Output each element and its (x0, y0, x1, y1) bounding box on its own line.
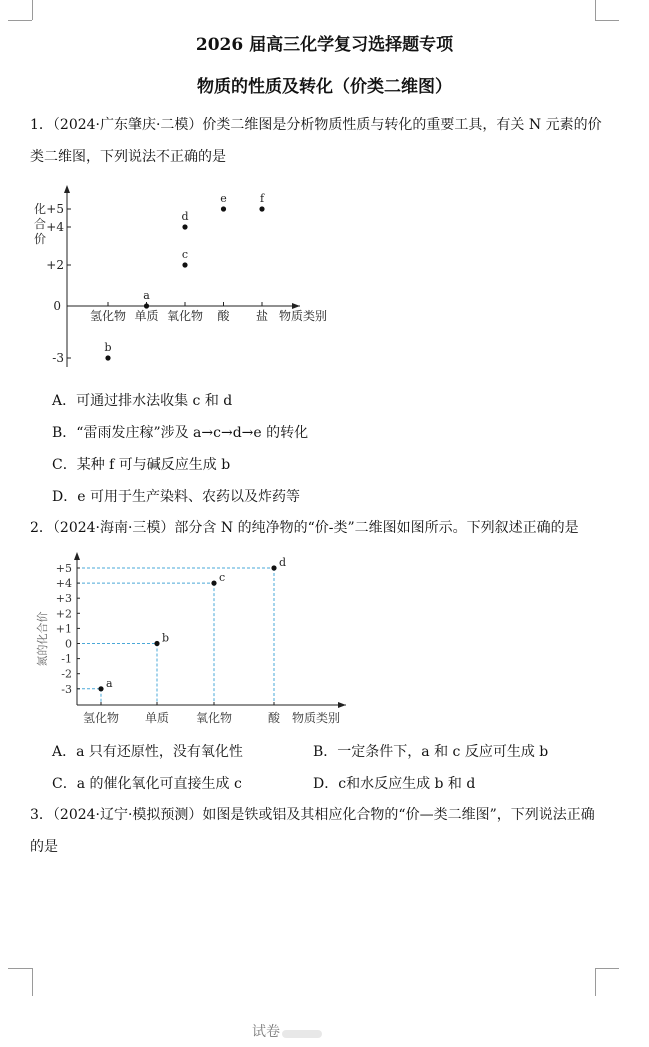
y-tick-label: +4 (46, 220, 64, 234)
q1-option-b: B．“雷雨发庄稼”涉及 a→c→d→e 的转化 (52, 425, 309, 441)
y-tick-label: -3 (52, 351, 64, 365)
page-title: 2026 届高三化学复习选择题专项 (195, 35, 454, 55)
x-tick-label: 酸 (267, 711, 281, 725)
page-subtitle: 物质的性质及转化（价类二维图） (197, 77, 452, 97)
x-axis-label: 物质类别 (291, 711, 341, 725)
crop-mark (8, 20, 32, 21)
x-tick-label: 单质 (144, 711, 170, 725)
crop-mark (595, 20, 619, 21)
y-axis-label-char: 化 (33, 202, 47, 216)
data-point-a (98, 686, 103, 691)
y-tick-label: +2 (55, 607, 72, 621)
crop-mark (595, 968, 619, 969)
y-axis-label-char: 合 (33, 217, 47, 231)
footer-text: 试卷 (252, 1024, 280, 1040)
data-label-f: f (259, 192, 265, 205)
data-label-d: d (279, 556, 287, 569)
q1-stem-line1: 1．（2024·广东肇庆·二模）价类二维图是分析物质性质与转化的重要工具，有关 N 元素的价 (30, 117, 602, 133)
data-label-d: d (181, 210, 189, 223)
data-label-c: c (181, 248, 189, 261)
data-label-c: c (219, 571, 226, 585)
q2-option-b: B．一定条件下，a 和 c 反应可生成 b (313, 744, 549, 760)
x-tick-label: 氢化物 (82, 711, 120, 725)
data-point-d (182, 224, 187, 229)
y-tick-label: -2 (61, 667, 72, 681)
data-label-b: b (162, 631, 170, 645)
crop-mark (32, 0, 33, 20)
q1-chart (0, 175, 649, 375)
y-tick-label: +4 (55, 577, 72, 591)
crop-mark (595, 0, 596, 20)
y-axis-label-char: 价 (33, 232, 47, 246)
q2-stem-line1: 2．（2024·海南·三模）部分含 N 的纯净物的“价-类”二维图如图所示。下列叙述正确的是 (30, 520, 579, 536)
y-tick-label: +5 (46, 202, 64, 216)
y-tick-label: 0 (65, 637, 72, 651)
x-tick-label: 盐 (255, 309, 269, 323)
data-point-d (271, 565, 276, 570)
q1-option-c: C．某种 f 可与碱反应生成 b (52, 457, 231, 473)
q2-chart (0, 548, 649, 733)
data-label-e: e (220, 192, 227, 205)
crop-mark (32, 968, 33, 996)
x-axis-label: 物质类别 (278, 309, 328, 323)
x-tick-label: 氢化物 (89, 309, 127, 323)
y-tick-label: +3 (55, 592, 72, 606)
data-point-e (221, 206, 226, 211)
x-tick-label: 氧化物 (166, 309, 204, 323)
q2-option-c: C．a 的催化氧化可直接生成 c (52, 776, 242, 792)
data-point-a (144, 303, 149, 308)
y-tick-label: -3 (61, 682, 72, 696)
q2-option-a: A．a 只有还原性，没有氧化性 (52, 744, 243, 760)
y-tick-label: +1 (55, 622, 72, 636)
data-point-c (211, 581, 216, 586)
footer-watermark (282, 1030, 322, 1038)
data-point-b (105, 355, 110, 360)
x-axis-arrow (338, 702, 346, 708)
data-point-f (259, 206, 264, 211)
crop-mark (8, 968, 32, 969)
y-axis-label: 氮的化合价 (36, 611, 49, 667)
crop-mark (595, 968, 596, 996)
q3-stem-line2: 的是 (30, 839, 58, 855)
data-point-b (154, 641, 159, 646)
data-point-c (182, 262, 187, 267)
y-tick-label: +5 (55, 562, 72, 575)
y-tick-label: +2 (46, 258, 64, 272)
data-label-a: a (143, 289, 150, 302)
q1-option-a: A．可通过排水法收集 c 和 d (52, 393, 233, 409)
y-tick-label: -1 (61, 652, 72, 666)
q1-stem-line2: 类二维图，下列说法不正确的是 (30, 149, 226, 165)
x-tick-label: 酸 (217, 309, 230, 323)
q2-option-d: D．c和水反应生成 b 和 d (313, 776, 476, 792)
q1-option-d: D．e 可用于生产染料、农药以及炸药等 (52, 489, 300, 505)
data-label-b: b (104, 341, 112, 354)
q3-stem-line1: 3．（2024·辽宁·模拟预测）如图是铁或铝及其相应化合物的“价—类二维图”，下列说法正确 (30, 807, 595, 823)
y-tick-label: 0 (53, 299, 61, 313)
x-tick-label: 氧化物 (195, 711, 233, 725)
x-tick-label: 单质 (134, 309, 159, 323)
data-label-a: a (106, 676, 113, 690)
y-axis-arrow (64, 185, 70, 193)
y-axis-arrow (74, 552, 80, 560)
